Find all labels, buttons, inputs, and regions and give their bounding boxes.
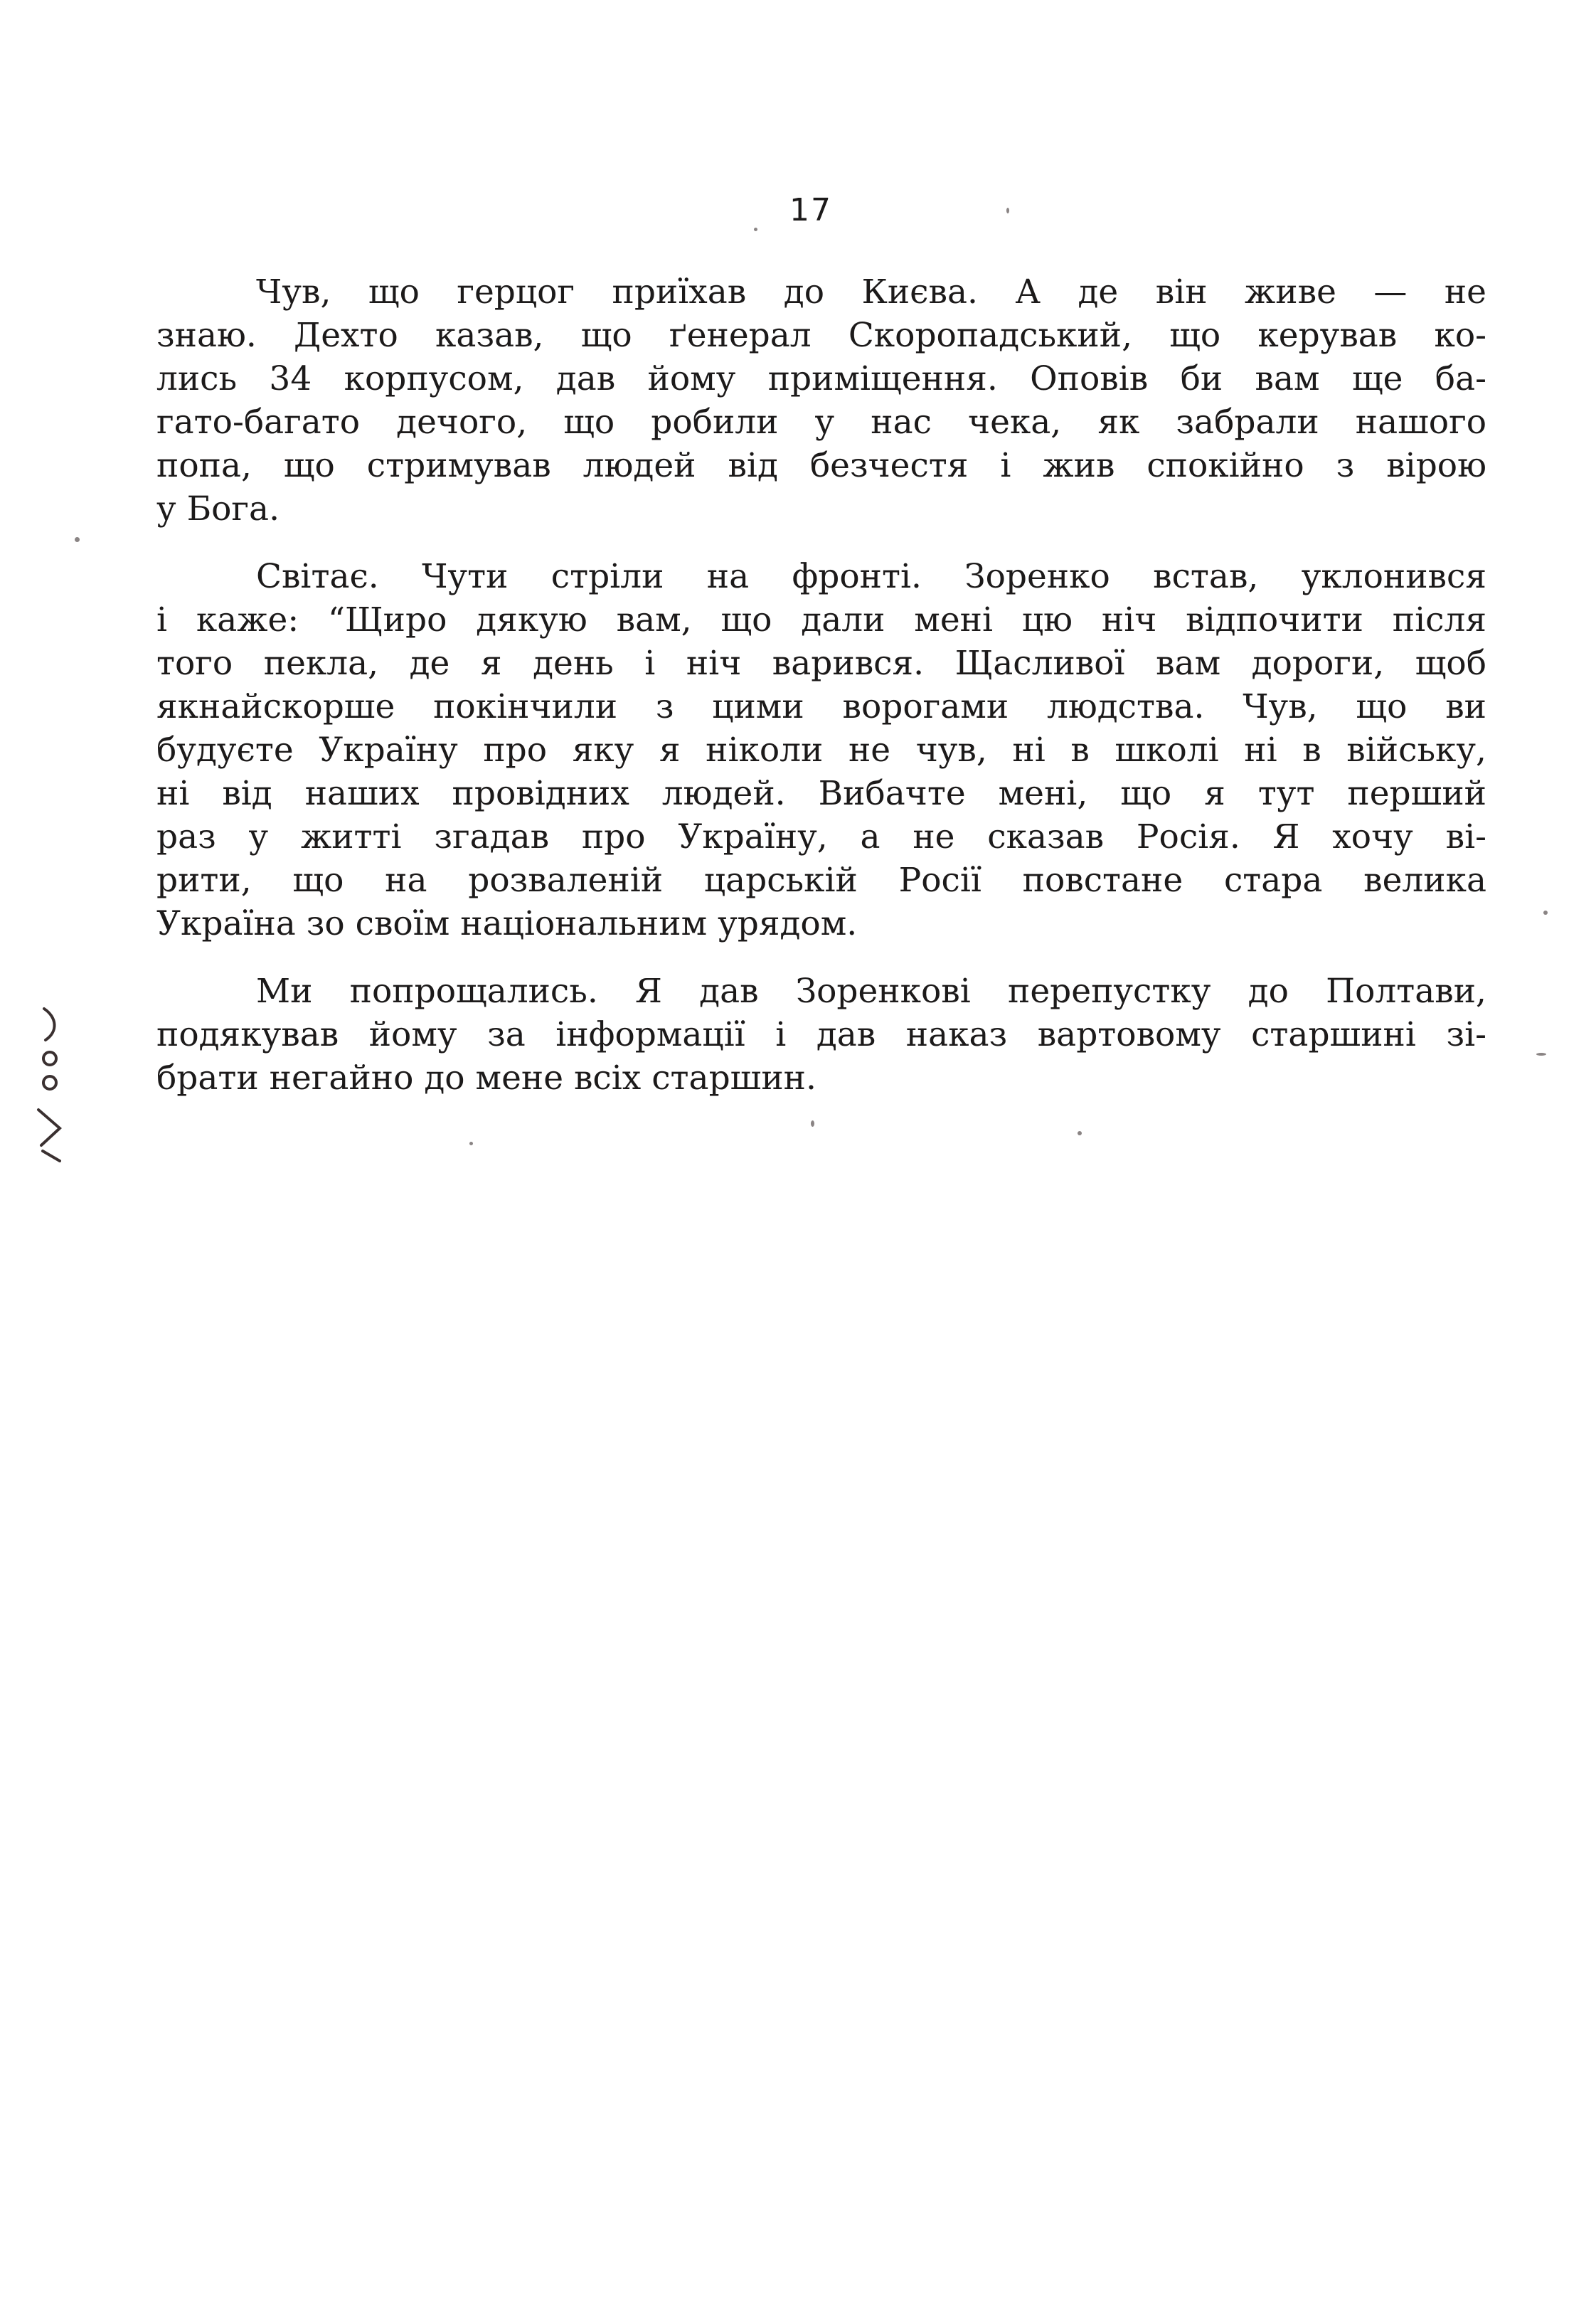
text-line: будуєте Україну про яку я ніколи не чув, ні в школі ні в війську, xyxy=(156,731,1486,770)
text-line: знаю. Дехто казав, що ґенерал Скоропадський, що керував ко- xyxy=(156,316,1486,355)
text-line: гато-багато дечого, що робили у нас чека, як забрали нашого xyxy=(156,403,1486,442)
scan-speck xyxy=(75,537,80,542)
page-number: 17 xyxy=(789,192,832,228)
text-line: і каже: “Щиро дякую вам, що дали мені цю ніч відпочити після xyxy=(156,600,1486,640)
scan-speck xyxy=(1543,911,1548,915)
text-line: ні від наших провідних людей. Вибачте мені, що я тут перший xyxy=(156,774,1486,813)
text-line: Ми попрощались. Я дав Зоренкові перепустку до Полтави, xyxy=(256,972,1486,1011)
paragraph-3 xyxy=(156,970,1486,1100)
text-line: Чув, що герцог приїхав до Києва. А де він живе — не xyxy=(256,272,1486,312)
archive-margin-mark-icon xyxy=(28,1003,71,1167)
scan-speck xyxy=(1006,208,1009,213)
text-line: у Бога. xyxy=(156,489,280,529)
scan-speck xyxy=(1078,1131,1082,1135)
text-line: Україна зо своїм національним урядом. xyxy=(156,904,858,943)
scan-speck xyxy=(469,1142,473,1145)
scan-speck xyxy=(811,1120,814,1127)
paragraph-2 xyxy=(156,555,1486,945)
text-line: лись 34 корпусом, дав йому приміщення. Оповів би вам ще ба- xyxy=(156,359,1486,398)
text-line: якнайскорше покінчили з цими ворогами людства. Чув, що ви xyxy=(156,687,1486,726)
text-line: рити, що на розваленій царській Росії повстане стара велика xyxy=(156,861,1486,900)
scan-speck xyxy=(1536,1053,1546,1056)
body-text xyxy=(156,270,1486,1124)
text-line: раз у житті згадав про Україну, а не сказав Росія. Я хочу ві- xyxy=(156,817,1486,856)
text-line: попа, що стримував людей від безчестя і жив спокійно з вірою xyxy=(156,446,1486,485)
scan-speck xyxy=(754,228,757,231)
text-line: Світає. Чути стріли на фронті. Зоренко встав, уклонився xyxy=(256,557,1486,596)
text-line: подякував йому за інформації і дав наказ вартовому старшині зі- xyxy=(156,1015,1486,1054)
paragraph-1 xyxy=(156,270,1486,531)
text-line: того пекла, де я день і ніч варився. Щасливої вам дороги, щоб xyxy=(156,644,1486,683)
text-line: брати негайно до мене всіх старшин. xyxy=(156,1059,816,1098)
